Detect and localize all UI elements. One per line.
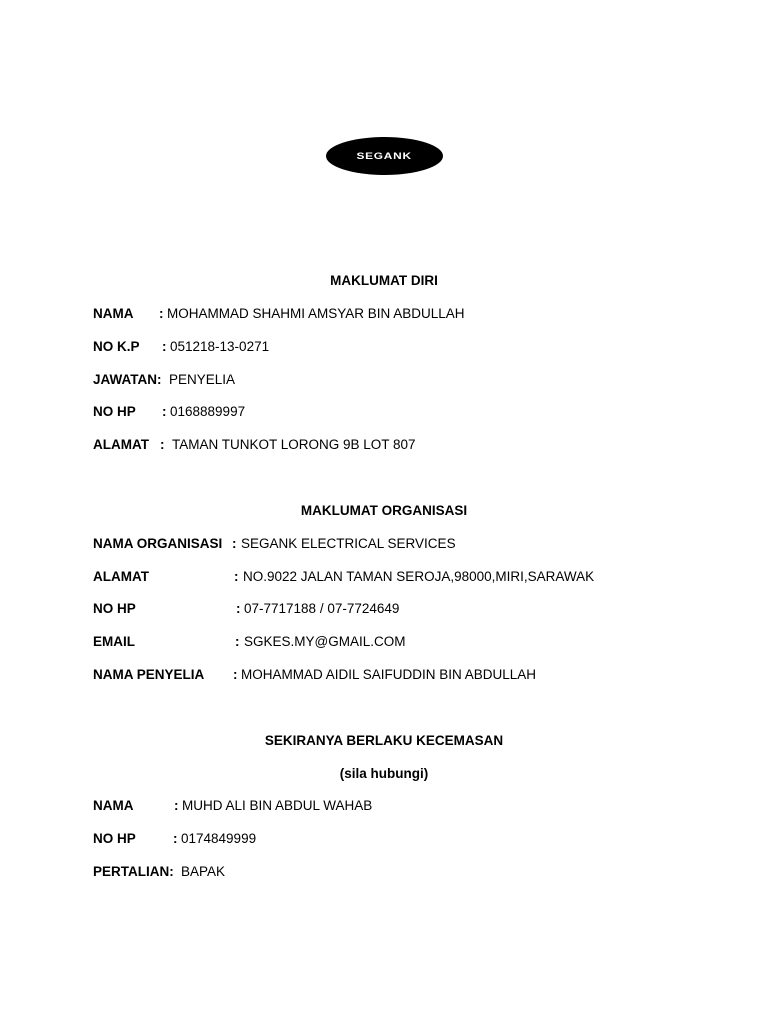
field-colon: : (162, 404, 167, 419)
field-value: TAMAN TUNKOT LORONG 9B LOT 807 (172, 437, 416, 452)
field-value: 0168889997 (170, 404, 246, 419)
emergency-heading: SEKIRANYA BERLAKU KECEMASAN (264, 733, 504, 748)
field-value: MOHAMMAD AIDIL SAIFUDDIN BIN ABDULLAH (241, 667, 537, 682)
field-value: SEGANK ELECTRICAL SERVICES (241, 536, 456, 551)
field-label: PERTALIAN: (93, 864, 174, 879)
field-value: 051218-13-0271 (170, 339, 270, 354)
field-value: NO.9022 JALAN TAMAN SEROJA,98000,MIRI,SARAWAK (243, 569, 595, 584)
field-colon: : (233, 667, 238, 682)
field-colon: : (159, 306, 164, 321)
field-value: SGKES.MY@GMAIL.COM (244, 634, 406, 649)
field-colon: : (174, 798, 179, 813)
organisation-heading: MAKLUMAT ORGANISASI (300, 503, 468, 518)
field-value: MUHD ALI BIN ABDUL WAHAB (182, 798, 373, 813)
field-label: NAMA PENYELIA (93, 667, 205, 682)
field-colon: : (232, 536, 237, 551)
personal-heading: MAKLUMAT DIRI (330, 273, 438, 288)
field-colon: : (236, 601, 241, 616)
field-colon: : (173, 831, 178, 846)
field-label: NO HP (93, 601, 136, 616)
field-label: NAMA (93, 306, 134, 321)
logo-text: SEGANK (356, 150, 413, 162)
field-label: ALAMAT (93, 569, 149, 584)
field-value: PENYELIA (169, 372, 236, 387)
emergency-subheading: (sila hubungi) (339, 766, 429, 781)
field-value: BAPAK (181, 864, 226, 879)
field-label: NO HP (93, 831, 136, 846)
field-label: EMAIL (93, 634, 135, 649)
field-value: MOHAMMAD SHAHMI AMSYAR BIN ABDULLAH (167, 306, 465, 321)
field-label: NO K.P (93, 339, 140, 354)
field-value: 0174849999 (181, 831, 257, 846)
field-colon: : (235, 634, 240, 649)
company-logo (326, 137, 443, 175)
field-label: NAMA (93, 798, 134, 813)
field-label: JAWATAN: (93, 372, 162, 387)
field-colon: : (162, 339, 167, 354)
field-label: NO HP (93, 404, 136, 419)
field-colon: : (160, 437, 165, 452)
field-colon: : (234, 569, 239, 584)
field-label: NAMA ORGANISASI (93, 536, 223, 551)
field-value: 07-7717188 / 07-7724649 (244, 601, 400, 616)
field-label: ALAMAT (93, 437, 149, 452)
